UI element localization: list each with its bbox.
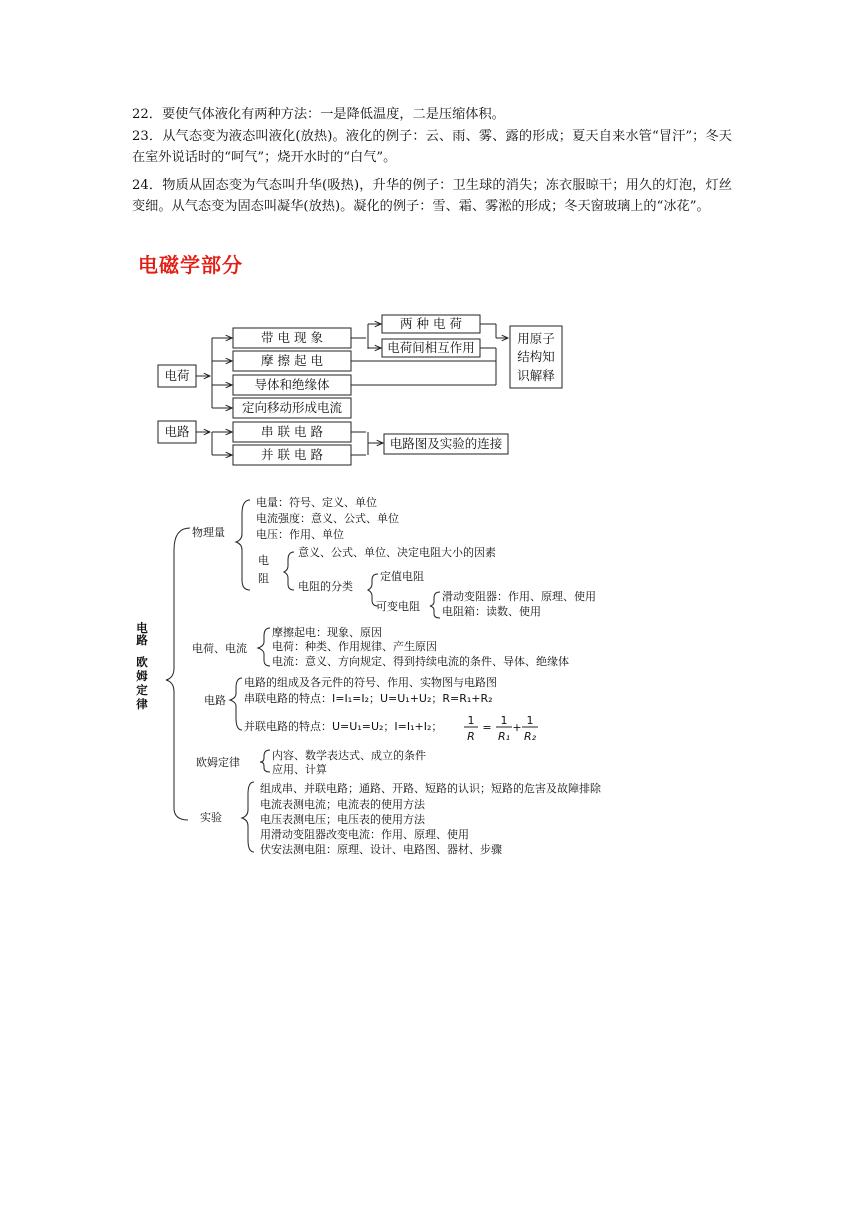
circuit-item: 串 联 电 路 — [261, 424, 323, 439]
charge-circuit-diagram — [150, 308, 580, 470]
circuit-root: 电路 — [164, 424, 190, 439]
quantity-item: 电压：作用、单位 — [256, 528, 344, 541]
resistance-char: 电 — [258, 554, 269, 567]
fixed-resistor: 定值电阻 — [380, 570, 424, 583]
charge-root: 电荷 — [164, 368, 190, 383]
circuit-label: 电路 — [204, 694, 226, 707]
section-title: 电磁学部分 — [138, 253, 243, 277]
root-char: 欧 — [136, 655, 148, 669]
phenomenon-item: 两 种 电 荷 — [400, 316, 462, 331]
experiment-item: 伏安法测电阻：原理、设计、电路图、器材、步骤 — [260, 843, 502, 856]
circuit-result: 电路图及实验的连接 — [389, 436, 503, 451]
circuit-item: 并 联 电 路 — [261, 447, 323, 462]
resistance-meaning: 意义、公式、单位、决定电阻大小的因素 — [298, 546, 496, 559]
paragraph-24: 24．物质从固态变为气态叫升华(吸热)，升华的例子：卫生球的消失；冻衣服晾干；用久的灯泡，灯丝变细。从气态变为固态叫凝华(放热)。凝化的例子：雪、霜、雾淞的形成；冬天窗玻璃上的“冰花”。 — [132, 178, 732, 214]
experiment-item: 组成串、并联电路；通路、开路、短路的认识；短路的危害及故障排除 — [260, 782, 601, 795]
experiment-label: 实验 — [200, 811, 222, 824]
resistance-char: 阻 — [258, 572, 269, 585]
charge-item: 定向移动形成电流 — [241, 400, 343, 415]
charge-item: 带 电 现 象 — [261, 330, 323, 345]
formula-one: 1 — [526, 714, 534, 727]
rheostat: 滑动变阻器：作用、原理、使用 — [442, 590, 596, 603]
series-rule: 串联电路的特点：I=I₁=I₂；U=U₁+U₂；R=R₁+R₂ — [244, 692, 493, 705]
charge-item: 摩 擦 起 电 — [261, 353, 323, 368]
explain-line: 识解释 — [517, 368, 555, 383]
quantity-item: 电流强度：意义、公式、单位 — [256, 512, 399, 525]
formula-one: 1 — [500, 714, 508, 727]
quantity-label: 物理量 — [192, 526, 225, 539]
charge-current-item: 电流：意义、方向规定、得到持续电流的条件、导体、绝缘体 — [272, 655, 569, 668]
root-char: 律 — [136, 697, 148, 711]
ohm-label: 欧姆定律 — [196, 756, 240, 769]
root-char: 路 — [136, 633, 148, 647]
explain-line: 结构知 — [517, 349, 555, 364]
paragraph-22: 22．要使气体液化有两种方法：一是降低温度，二是压缩体积。 — [132, 107, 505, 122]
root-char: 姆 — [136, 669, 148, 683]
ohm-item: 内容、数学表达式、成立的条件 — [272, 749, 426, 762]
paragraph-23: 23．从气态变为液态叫液化(放热)。液化的例子：云、雨、雾、露的形成；夏天自来水管“冒汗”；冬天在室外说话时的“呵气”；烧开水时的“白气”。 — [132, 129, 732, 165]
resistance-box: 电阻箱：读数、使用 — [442, 605, 541, 618]
formula-r1: R₁ — [497, 730, 511, 743]
formula-r2: R₂ — [523, 730, 537, 743]
circuit-line: 电路的组成及各元件的符号、作用、实物图与电路图 — [244, 676, 497, 689]
formula-eq: = — [482, 721, 492, 734]
root-char: 定 — [136, 683, 148, 697]
ohms-law-tree-diagram — [130, 490, 670, 860]
charge-current-item: 电荷：种类、作用规律、产生原因 — [272, 640, 437, 653]
formula-r: R — [467, 730, 475, 743]
charge-current-item: 摩擦起电：现象、原因 — [272, 626, 382, 639]
formula-plus: + — [512, 721, 522, 734]
resistance-class: 电阻的分类 — [298, 580, 353, 593]
variable-resistor: 可变电阻 — [376, 600, 420, 613]
charge-current-label: 电荷、电流 — [192, 642, 247, 655]
root-char: 电 — [136, 621, 148, 635]
experiment-item: 电压表测电压；电压表的使用方法 — [260, 813, 425, 826]
experiment-item: 电流表测电流；电流表的使用方法 — [260, 798, 425, 811]
formula-one: 1 — [467, 714, 475, 727]
phenomenon-item: 电荷间相互作用 — [387, 340, 475, 355]
experiment-item: 用滑动变阻器改变电流：作用、原理、使用 — [260, 828, 469, 841]
ohm-item: 应用、计算 — [272, 763, 327, 776]
quantity-item: 电量：符号、定义、单位 — [256, 496, 377, 509]
parallel-rule: 并联电路的特点：U=U₁=U₂；I=I₁+I₂； — [244, 720, 443, 733]
charge-item: 导体和绝缘体 — [254, 377, 330, 392]
explain-line: 用原子 — [517, 331, 555, 346]
